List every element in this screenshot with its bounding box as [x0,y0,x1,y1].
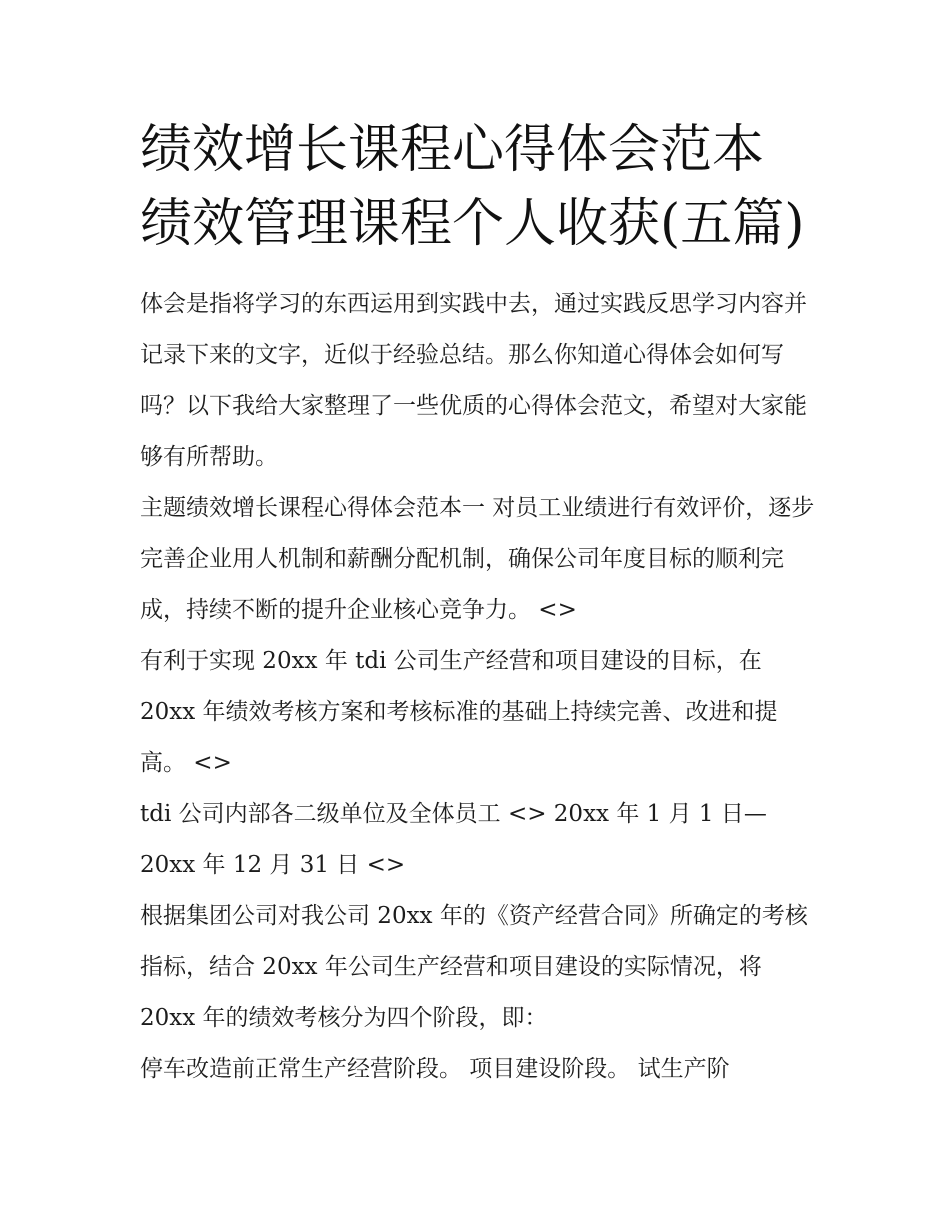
paragraph-stages: 停车改造前正常生产经营阶段。 项目建设阶段。 试生产阶 [140,1056,730,1082]
paragraph-intro: 体会是指将学习的东西运用到实践中去，通过实践反思学习内容并记录下来的文字，近似于经验总结。那么你知道心得体会如何写吗？以下我给大家整理了一些优质的心得体会范文，希望对大家能够有所帮助。 [140,291,807,470]
page-title: 绩效增长课程心得体会范本 绩效管理课程个人收获(五篇) [140,120,805,254]
paragraph-purpose: 有利于实现 20xx 年 tdi 公司生产经营和项目建设的目标，在 20xx 年绩效考核方案和考核标准的基础上持续完善、改进和提高。 <> [140,648,778,776]
document-body [140,279,820,1095]
paragraph-basis: 根据集团公司对我公司 20xx 年的《资产经营合同》所确定的考核指标，结合 20xx 年公司生产经营和项目建设的实际情况，将 20xx 年的绩效考核分为四个阶段，即： [140,903,808,1031]
paragraph-scope: tdi 公司内部各二级单位及全体员工 <> 20xx 年 1 月 1 日—20xx 年 12 月 31 日 <> [140,801,767,878]
paragraph-theme: 主题绩效增长课程心得体会范本一 对员工业绩进行有效评价，逐步完善企业用人机制和薪酬分配机制，确保公司年度目标的顺利完成，持续不断的提升企业核心竞争力。 <> [140,495,815,623]
